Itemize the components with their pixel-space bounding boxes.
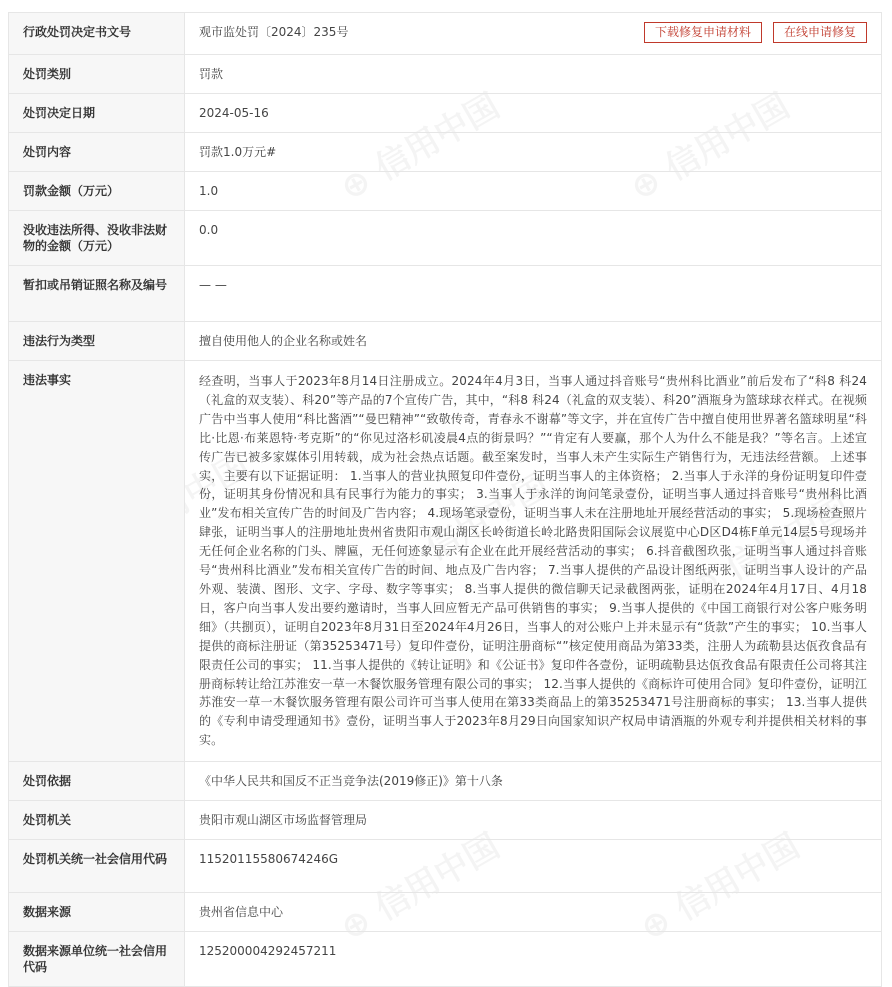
row-label: 处罚类别 — [9, 55, 185, 94]
row-label: 处罚机关统一社会信用代码 — [9, 840, 185, 893]
table-row — [9, 361, 882, 762]
table-row — [9, 133, 882, 172]
table-row — [9, 840, 882, 893]
violation-facts-text: 经查明，当事人于2023年8月14日注册成立。2024年4月3日，当事人通过抖音账号“贵州科比酒业”前后发布了“科8 科24（礼盒的双支装）、科20”等产品的7个宣传广告，其中，“科8 科24（礼盒的双支装）、科20”酒瓶身为篮球球衣样式。在视频广告中当事人使用“科比酱酒”“曼巴精神”“致敬传奇，青春永不谢幕”等文字，并在宣传广告中擅自使用世界著名篮球明星“科比·比恩·布莱恩特·考克斯”的“你见过洛杉矶凌晨4点的街景吗？”“肯定有人要赢，那个人为什么不能是我？”等名言。上述宣传广告已被多家媒体引用转载，成为社会热点话题。截至案发时，当事人未产生实际生产销售行为，无违法经营额。 上述事实，主要有以下证据证明： 1.当事人的营业执照复印件壹份，证明当事人的主体资格； 2.当事人于永洋的身份证明复印件壹份，证明其身份情况和具有民事行为能力的事实； 3.当事人于永洋的询问笔录壹份，证明当事人通过抖音账号“贵州科比酒业”发布相关宣传广告的时间及广告内容； 4.现场笔录壹份，证明当事人未在注册地址开展经营活动的事实； 5.现场检查照片肆张，证明当事人的注册地址贵州省贵阳市观山湖区长岭街道长岭北路贵阳国际会议展览中心D区D4栋F单元14层5号现场并无任何企业名称的门头、牌匾，无任何迹象显示有企业在此开展经营活动的事实； 6.抖音截图玖张，证明当事人通过抖音账号“贵州科比酒业”发布相关宣传广告的时间、地点及广告内容； 7.当事人提供的产品设计图纸两张，证明当事人设计的产品外观、装潢、图形、文字、字母、数字等事实； 8.当事人提供的微信聊天记录截图两张，证明在2024年4月17日、4月18日，客户向当事人发出要约邀请时，当事人回应暂无产品可供销售的事实； 9.当事人提供的《中国工商银行对公客户账务明细》（共捌页），证明自2023年8月31日至2024年4月26日，当事人的对公账户上并未显示有“货款”产生的事实； 10.当事人提供的商标注册证（第35253471号）复印件壹份，证明注册商标“”核定使用商品为第33类，注册人为疏勒县达佤孜食品有限责任公司的事实； 11.当事人提供的《转让证明》和《公证书》复印件各壹份，证明疏勒县达佤孜食品有限责任公司将其注册商标转让给江苏淮安一草一木餐饮服务管理有限公司的事实； 12.当事人提供的《商标许可使用合同》复印件壹份，证明江苏淮安一草一木餐饮服务管理有限公司许可当事人使用在第33类商品上的第35253471号注册商标的事实； 13.当事人提供的《专利申请受理通知书》壹份，证明当事人于2023年8月29日向国家知识产权局申请酒瓶的外观专利并提供相关材料的事实。 — [185, 361, 882, 762]
row-value: 贵阳市观山湖区市场监督管理局 — [185, 801, 882, 840]
row-label: 数据来源单位统一社会信用代码 — [9, 932, 185, 987]
row-value: 贵州省信息中心 — [185, 893, 882, 932]
decision-number: 观市监处罚〔2024〕235号 — [199, 25, 349, 39]
row-label: 行政处罚决定书文号 — [9, 13, 185, 55]
row-label: 处罚机关 — [9, 801, 185, 840]
row-value: 125200004292457211 — [185, 932, 882, 987]
table-row — [9, 801, 882, 840]
row-label: 没收违法所得、没收非法财物的金额（万元） — [9, 211, 185, 266]
row-value: 《中华人民共和国反不正当竞争法(2019修正)》第十八条 — [185, 762, 882, 801]
table-row — [9, 932, 882, 987]
row-label: 违法事实 — [9, 361, 185, 762]
penalty-detail-table — [8, 12, 882, 987]
row-value: 擅自使用他人的企业名称或姓名 — [185, 322, 882, 361]
download-repair-materials-button[interactable]: 下载修复申请材料 — [644, 22, 762, 43]
table-row — [9, 55, 882, 94]
row-label: 罚款金额（万元） — [9, 172, 185, 211]
row-value: — — — [185, 266, 882, 322]
row-value: 罚款1.0万元# — [185, 133, 882, 172]
row-value: 罚款 — [185, 55, 882, 94]
row-label: 数据来源 — [9, 893, 185, 932]
row-value: 0.0 — [185, 211, 882, 266]
table-row — [9, 762, 882, 801]
table-row — [9, 172, 882, 211]
row-value: 1.0 — [185, 172, 882, 211]
table-row — [9, 211, 882, 266]
table-row — [9, 13, 882, 55]
table-row — [9, 893, 882, 932]
row-value: 11520115580674246G — [185, 840, 882, 893]
row-value: 2024-05-16 — [185, 94, 882, 133]
online-repair-application-button[interactable]: 在线申请修复 — [773, 22, 867, 43]
row-value — [185, 13, 882, 55]
table-row — [9, 266, 882, 322]
table-row — [9, 94, 882, 133]
row-label: 处罚依据 — [9, 762, 185, 801]
row-label: 暂扣或吊销证照名称及编号 — [9, 266, 185, 322]
row-label: 处罚内容 — [9, 133, 185, 172]
row-label: 违法行为类型 — [9, 322, 185, 361]
row-label: 处罚决定日期 — [9, 94, 185, 133]
table-row — [9, 322, 882, 361]
